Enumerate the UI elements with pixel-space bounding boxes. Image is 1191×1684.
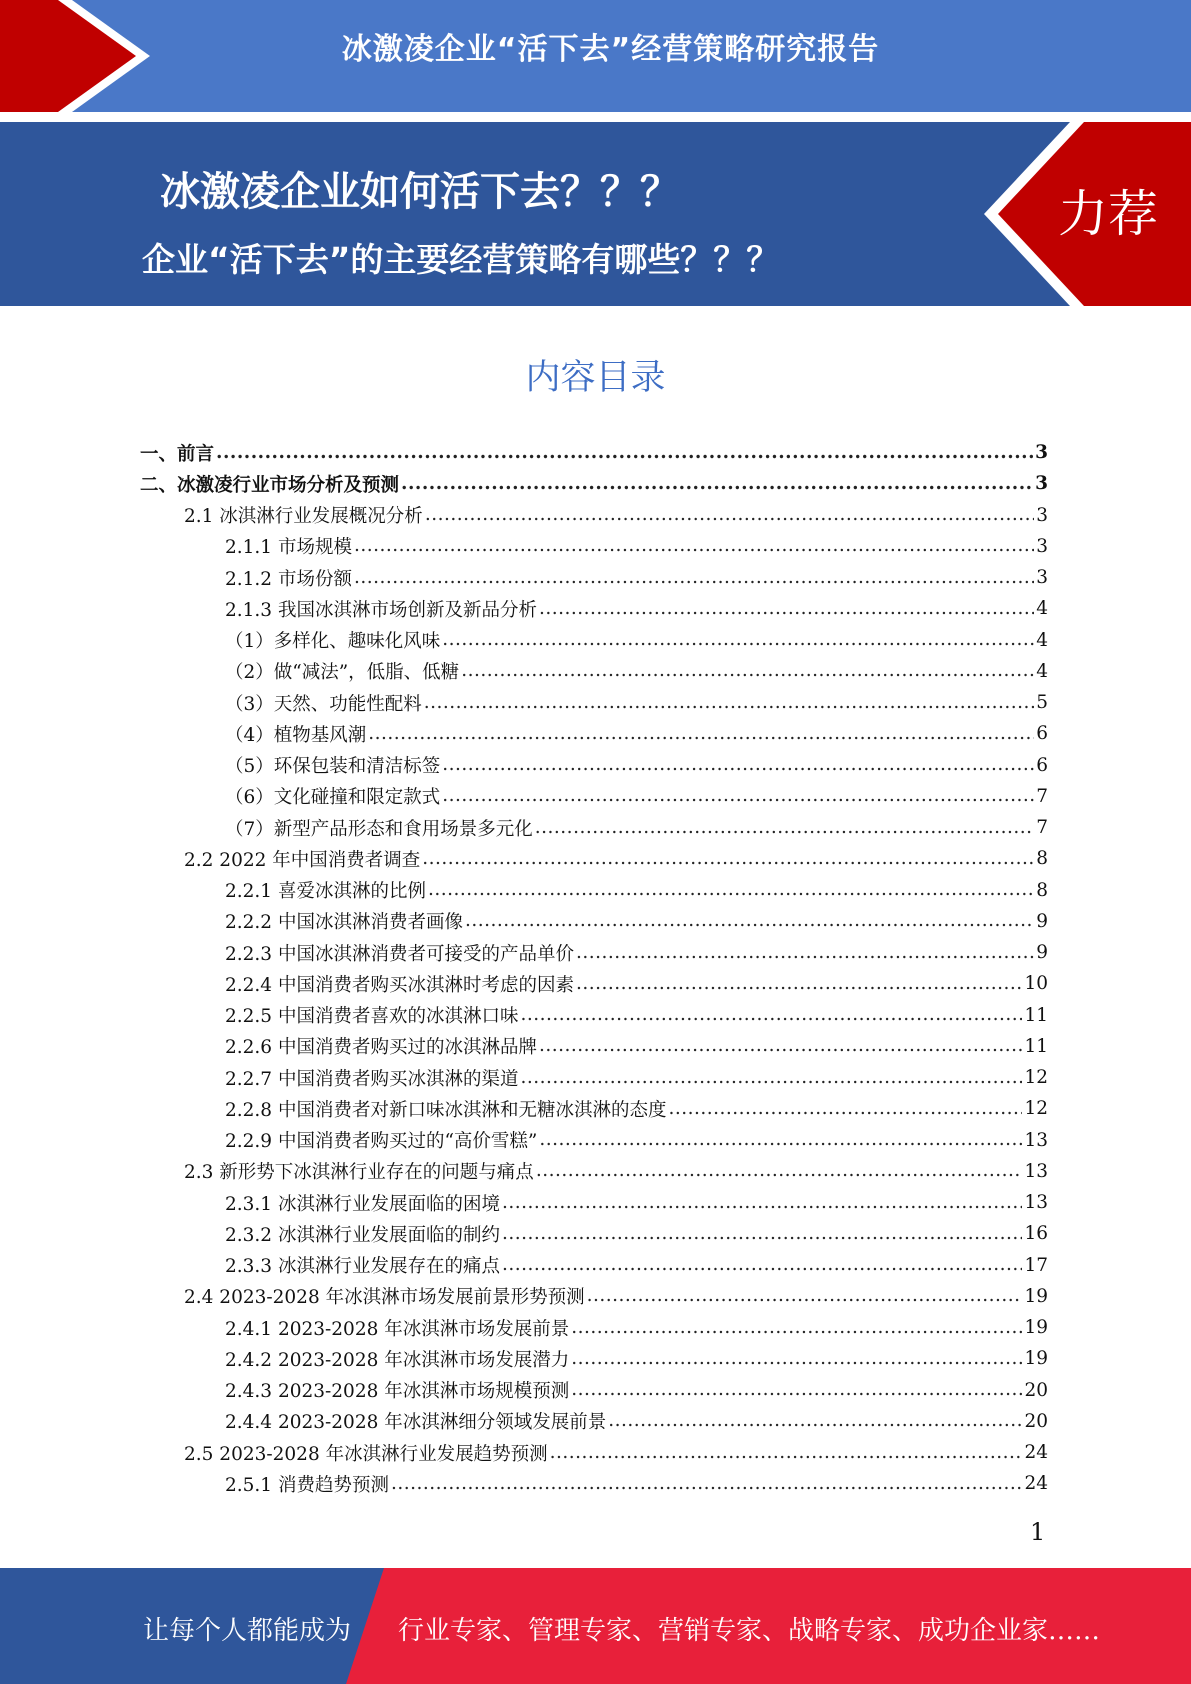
recommend-badge: 力荐 [1058, 185, 1158, 243]
toc-entry-label: 2.1.3 我国冰淇淋市场创新及新品分析 [225, 599, 537, 621]
toc-leader-dots [391, 1473, 1022, 1495]
toc-entry-page: 9 [1036, 910, 1048, 932]
toc-entry-page: 8 [1036, 848, 1048, 870]
toc-leader-dots [571, 1317, 1022, 1339]
toc-entry-label: 2.1.2 市场份额 [225, 568, 352, 590]
hero-section [0, 122, 1191, 306]
toc-entry-label: （5）环保包装和清洁标签 [225, 756, 441, 778]
toc-entry-page: 20 [1024, 1379, 1048, 1401]
toc-leader-dots [442, 785, 1034, 807]
toc-leader-dots [571, 1379, 1022, 1401]
toc-leader-dots [461, 660, 1034, 682]
toc-entry-label: 2.2.1 喜爱冰淇淋的比例 [225, 881, 426, 903]
toc-leader-dots [571, 1348, 1022, 1370]
toc-entry[interactable] [140, 1218, 1048, 1249]
toc-entry-label: 2.2.4 中国消费者购买冰淇淋时考虑的因素 [225, 974, 574, 996]
toc-leader-dots [368, 723, 1034, 745]
toc-entry-page: 11 [1024, 1035, 1048, 1057]
toc-entry-page: 13 [1024, 1160, 1048, 1182]
report-title: 冰激凌企业“活下去”经营策略研究报告 [341, 32, 880, 67]
toc-entry-page: 7 [1036, 817, 1048, 839]
toc-entry-label: 2.3.2 冰淇淋行业发展面临的制约 [225, 1224, 500, 1246]
toc-entry-page: 24 [1024, 1473, 1048, 1495]
toc-entry-label: 2.2.5 中国消费者喜欢的冰淇淋口味 [225, 1006, 519, 1028]
toc-entry[interactable] [140, 781, 1048, 812]
toc-entry[interactable] [140, 593, 1048, 624]
toc-leader-dots [422, 848, 1034, 870]
toc-entry-page: 20 [1024, 1410, 1048, 1432]
toc-entry[interactable] [140, 625, 1048, 656]
toc-leader-dots [354, 535, 1034, 557]
banner-divider [0, 112, 1191, 122]
toc-entry-page: 11 [1024, 1004, 1048, 1026]
toc-entry-page: 3 [1035, 442, 1048, 464]
toc-entry-label: （2）做“减法”，低脂、低糖 [225, 662, 460, 684]
toc-entry-page: 13 [1024, 1192, 1048, 1214]
toc-leader-dots [550, 1442, 1023, 1464]
toc-entry[interactable] [140, 937, 1048, 968]
toc-entry-label: （7）新型产品形态和食用场景多元化 [225, 818, 533, 840]
toc-entry-page: 3 [1036, 567, 1048, 589]
toc-entry-page: 3 [1036, 535, 1048, 557]
toc-leader-dots [424, 692, 1034, 714]
toc-entry-page: 10 [1024, 973, 1048, 995]
toc-entry[interactable] [140, 1062, 1048, 1093]
toc-leader-dots [608, 1410, 1022, 1432]
toc-entry-label: （4）植物基风潮 [225, 724, 367, 746]
footer-slogan-right: 行业专家、管理专家、营销专家、战略专家、成功企业家…… [398, 1616, 1101, 1646]
toc-entry-page: 16 [1024, 1223, 1048, 1245]
toc-entry[interactable] [140, 906, 1048, 937]
toc-entry[interactable] [140, 1156, 1048, 1187]
toc-entry[interactable] [140, 1187, 1048, 1218]
footer-banner [0, 1568, 1191, 1684]
toc-entry-label: 2.2.9 中国消费者购买过的“高价雪糕” [225, 1131, 538, 1153]
toc-entry-page: 8 [1036, 879, 1048, 901]
toc-entry-page: 19 [1024, 1348, 1048, 1370]
toc-entry[interactable] [140, 1031, 1048, 1062]
toc-entry[interactable] [140, 1000, 1048, 1031]
toc-leader-dots [587, 1285, 1023, 1307]
toc-entry-label: 2.5 2023-2028 年冰淇淋行业发展趋势预测 [184, 1443, 548, 1465]
toc-entry-page: 19 [1024, 1285, 1048, 1307]
toc-leader-dots [539, 598, 1034, 620]
toc-leader-dots [668, 1098, 1022, 1120]
toc-entry-page: 13 [1024, 1129, 1048, 1151]
toc-entry[interactable] [140, 531, 1048, 562]
toc-entry[interactable] [140, 1125, 1048, 1156]
toc-leader-dots [539, 1129, 1022, 1151]
toc-leader-dots [354, 567, 1034, 589]
toc-entry[interactable] [140, 1468, 1048, 1499]
page-number: 1 [1030, 1518, 1046, 1546]
toc-entry-page: 4 [1036, 629, 1048, 651]
toc-entry-page: 3 [1035, 473, 1048, 495]
toc-leader-dots [576, 942, 1034, 964]
toc-entry-label: 2.3.3 冰淇淋行业发展存在的痛点 [225, 1256, 500, 1278]
footer-slogan-left: 让每个人都能成为 [143, 1616, 352, 1646]
toc-entry[interactable] [140, 687, 1048, 718]
toc-leader-dots [428, 879, 1034, 901]
toc-title: 内容目录 [525, 358, 666, 398]
toc-leader-dots [502, 1192, 1022, 1214]
toc-leader-dots [535, 817, 1034, 839]
toc-entry[interactable] [140, 875, 1048, 906]
toc-entry-label: （6）文化碰撞和限定款式 [225, 787, 441, 809]
toc-entry[interactable] [140, 437, 1048, 468]
toc-entry[interactable] [140, 1250, 1048, 1281]
toc-entry[interactable] [140, 468, 1048, 499]
toc-entry-page: 7 [1036, 785, 1048, 807]
toc-entry-label: 2.2.2 中国冰淇淋消费者画像 [225, 912, 463, 934]
toc-entry-label: 2.3 新形势下冰淇淋行业存在的问题与痛点 [184, 1162, 534, 1184]
toc-entry-label: 2.4.1 2023-2028 年冰淇淋市场发展前景 [225, 1318, 570, 1340]
toc-entry-label: 2.1 冰淇淋行业发展概况分析 [184, 506, 423, 528]
toc-entry[interactable] [140, 718, 1048, 749]
toc-entry-label: 2.2.7 中国消费者购买冰淇淋的渠道 [225, 1068, 519, 1090]
toc-entry-label: 2.4.2 2023-2028 年冰淇淋市场发展潜力 [225, 1349, 570, 1371]
toc-entry-label: 2.5.1 消费趋势预测 [225, 1474, 389, 1496]
toc-entry-page: 6 [1036, 723, 1048, 745]
toc-entry-label: （1）多样化、趣味化风味 [225, 631, 441, 653]
toc-entry-page: 19 [1024, 1317, 1048, 1339]
toc-leader-dots [536, 1160, 1023, 1182]
toc-entry-page: 3 [1036, 504, 1048, 526]
toc-entry[interactable] [140, 1406, 1048, 1437]
toc-entry[interactable] [140, 1093, 1048, 1124]
toc-entry-page: 5 [1036, 692, 1048, 714]
toc-entry-label: 2.4 2023-2028 年冰淇淋市场发展前景形势预测 [184, 1287, 585, 1309]
toc-entry[interactable] [140, 843, 1048, 874]
toc-entry-page: 6 [1036, 754, 1048, 776]
toc-entry-label: 2.2 2022 年中国消费者调查 [184, 849, 421, 871]
toc-entry[interactable] [140, 1312, 1048, 1343]
toc-entry[interactable] [140, 562, 1048, 593]
toc-entry[interactable] [140, 812, 1048, 843]
toc-leader-dots [502, 1223, 1022, 1245]
toc-entry-label: 2.2.8 中国消费者对新口味冰淇淋和无糖冰淇淋的态度 [225, 1099, 667, 1121]
toc-leader-dots [442, 629, 1034, 651]
toc-entry-label: 2.4.3 2023-2028 年冰淇淋市场规模预测 [225, 1381, 570, 1403]
toc-entry-label: 2.3.1 冰淇淋行业发展面临的困境 [225, 1193, 500, 1215]
toc-entry-page: 12 [1024, 1067, 1048, 1089]
toc-entry[interactable] [140, 500, 1048, 531]
toc-entry-label: 2.2.3 中国冰淇淋消费者可接受的产品单价 [225, 943, 574, 965]
toc-entry[interactable] [140, 1437, 1048, 1468]
toc-entry-page: 17 [1024, 1254, 1048, 1276]
toc-entry-page: 9 [1036, 942, 1048, 964]
toc-entry-label: 2.4.4 2023-2028 年冰淇淋细分领域发展前景 [225, 1412, 607, 1434]
hero-question-1: 冰激凌企业如何活下去？？？ [160, 169, 680, 215]
toc-leader-dots [401, 473, 1033, 495]
toc-entry[interactable] [140, 1281, 1048, 1312]
toc-leader-dots [465, 910, 1034, 932]
hero-question-2: 企业“活下去”的主要经营策略有哪些？？？ [142, 240, 780, 279]
toc-entry-label: （3）天然、功能性配料 [225, 693, 422, 715]
toc-entry-page: 4 [1036, 598, 1048, 620]
top-banner [0, 0, 1191, 112]
toc-leader-dots [520, 1004, 1022, 1026]
toc-leader-dots [576, 973, 1022, 995]
toc-leader-dots [502, 1254, 1022, 1276]
toc-entry-label: 二、冰激凌行业市场分析及预测 [140, 474, 400, 496]
toc-entry[interactable] [140, 1343, 1048, 1374]
toc-leader-dots [539, 1035, 1022, 1057]
toc-leader-dots [425, 504, 1034, 526]
toc-entry-label: 2.2.6 中国消费者购买过的冰淇淋品牌 [225, 1037, 537, 1059]
toc-entry-label: 2.1.1 市场规模 [225, 537, 352, 559]
toc-entry[interactable] [140, 750, 1048, 781]
toc-entry[interactable] [140, 1375, 1048, 1406]
toc-entry[interactable] [140, 968, 1048, 999]
toc-entry[interactable] [140, 656, 1048, 687]
toc-leader-dots [216, 442, 1033, 464]
toc-leader-dots [520, 1067, 1022, 1089]
toc-entry-page: 24 [1024, 1442, 1048, 1464]
toc-entry-page: 4 [1036, 660, 1048, 682]
table-of-contents [140, 437, 1048, 1500]
toc-entry-label: 一、前言 [140, 443, 215, 465]
toc-leader-dots [442, 754, 1034, 776]
toc-entry-page: 12 [1024, 1098, 1048, 1120]
